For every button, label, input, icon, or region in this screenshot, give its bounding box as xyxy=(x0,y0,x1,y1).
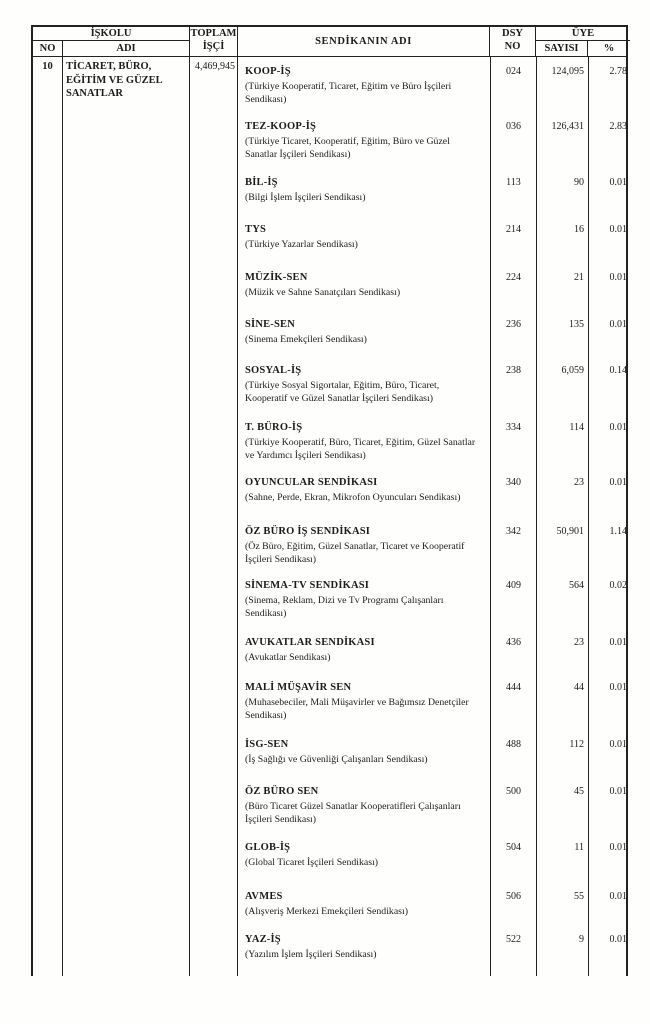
union-member-percent: 2.83 xyxy=(588,117,631,173)
union-member-count: 564 xyxy=(536,576,588,633)
union-description: (Muhasebeciler, Mali Müşavirler ve Bağımsız Denetçiler Sendikası) xyxy=(245,697,469,721)
union-description: (Sinema Emekçileri Sendikası) xyxy=(245,334,367,345)
union-name-cell xyxy=(238,418,490,473)
union-member-percent: 0.01 xyxy=(588,633,631,678)
union-member-count: 23 xyxy=(536,633,588,678)
union-member-count: 44 xyxy=(536,678,588,735)
union-name-cell xyxy=(238,930,490,976)
union-name: MALİ MÜŞAVİR SEN xyxy=(245,682,352,693)
union-description: (Sahne, Perde, Ekran, Mikrofon Oyuncuları Sendikası) xyxy=(245,492,461,503)
union-description: (Büro Ticaret Güzel Sanatlar Kooperatifleri Çalışanları İşçileri Sendikası) xyxy=(245,801,461,825)
union-member-percent: 0.01 xyxy=(588,473,631,522)
union-dsy-no: 409 xyxy=(490,576,536,633)
union-description: (Bilgi İşlem İşçileri Sendikası) xyxy=(245,192,366,203)
union-member-count: 90 xyxy=(536,173,588,220)
union-member-count: 135 xyxy=(536,315,588,361)
union-dsy-no: 342 xyxy=(490,522,536,576)
union-name-cell xyxy=(238,57,490,117)
union-name-cell xyxy=(238,522,490,576)
union-name-cell xyxy=(238,735,490,782)
union-description: (Alışveriş Merkezi Emekçileri Sendikası) xyxy=(245,906,408,917)
header-dsy-line1: DSY xyxy=(501,28,523,39)
union-description: (Öz Büro, Eğitim, Güzel Sanatlar, Ticaret ve Kooperatif İşçileri Sendikası) xyxy=(245,541,465,565)
union-dsy-no: 488 xyxy=(490,735,536,782)
union-dsy-no: 506 xyxy=(490,887,536,930)
union-member-percent: 0.01 xyxy=(588,678,631,735)
header-no: NO xyxy=(39,43,56,54)
union-member-percent: 0.01 xyxy=(588,930,631,976)
header-sayisi: SAYISI xyxy=(535,41,587,56)
union-dsy-no: 238 xyxy=(490,361,536,418)
union-membership-table xyxy=(31,25,628,976)
union-member-percent: 0.01 xyxy=(588,315,631,361)
union-name-cell xyxy=(238,887,490,930)
union-member-percent: 0.01 xyxy=(588,220,631,268)
union-name: İSG-SEN xyxy=(245,739,289,750)
union-name-cell xyxy=(238,361,490,418)
union-member-count: 124,095 xyxy=(536,57,588,117)
union-name: GLOB-İŞ xyxy=(245,842,291,853)
union-member-count: 23 xyxy=(536,473,588,522)
union-dsy-no: 036 xyxy=(490,117,536,173)
union-member-percent: 0.01 xyxy=(588,173,631,220)
union-dsy-no: 500 xyxy=(490,782,536,838)
union-name: ÖZ BÜRO İŞ SENDİKASI xyxy=(245,526,371,537)
union-dsy-no: 522 xyxy=(490,930,536,976)
union-name: BİL-İŞ xyxy=(245,177,278,188)
union-dsy-no: 334 xyxy=(490,418,536,473)
union-member-percent: 2.78 xyxy=(588,57,631,117)
union-name: SİNE-SEN xyxy=(245,319,296,330)
union-member-count: 16 xyxy=(536,220,588,268)
union-dsy-no: 214 xyxy=(490,220,536,268)
union-member-count: 11 xyxy=(536,838,588,887)
union-member-percent: 0.01 xyxy=(588,735,631,782)
union-name: KOOP-İŞ xyxy=(245,66,291,77)
union-name-cell xyxy=(238,838,490,887)
union-member-count: 9 xyxy=(536,930,588,976)
union-name-cell xyxy=(238,117,490,173)
union-dsy-no: 236 xyxy=(490,315,536,361)
union-description: (Türkiye Kooperatif, Ticaret, Eğitim ve Büro İşçileri Sendikası) xyxy=(245,81,452,105)
table-body xyxy=(33,57,626,976)
union-name: MÜZİK-SEN xyxy=(245,272,308,283)
union-member-count: 6,059 xyxy=(536,361,588,418)
header-percent: % xyxy=(587,41,630,56)
header-sendikanin-adi: SENDİKANIN ADI xyxy=(237,27,489,56)
union-list xyxy=(237,57,630,976)
union-member-percent: 0.01 xyxy=(588,418,631,473)
union-name-cell xyxy=(238,473,490,522)
header-adi: ADI xyxy=(62,41,189,56)
union-name: TYS xyxy=(245,224,267,235)
union-name: YAZ-İŞ xyxy=(245,934,281,945)
union-member-count: 50,901 xyxy=(536,522,588,576)
union-dsy-no: 436 xyxy=(490,633,536,678)
union-name-cell xyxy=(238,220,490,268)
union-dsy-no: 504 xyxy=(490,838,536,887)
union-description: (Türkiye Yazarlar Sendikası) xyxy=(245,239,358,250)
union-member-percent: 0.01 xyxy=(588,887,631,930)
union-name-cell xyxy=(238,268,490,315)
union-dsy-no: 224 xyxy=(490,268,536,315)
union-dsy-no: 444 xyxy=(490,678,536,735)
union-member-percent: 0.02 xyxy=(588,576,631,633)
union-member-count: 114 xyxy=(536,418,588,473)
union-name: AVMES xyxy=(245,891,283,902)
union-name-cell xyxy=(238,315,490,361)
union-name-cell xyxy=(238,633,490,678)
union-description: (Türkiye Sosyal Sigortalar, Eğitim, Büro, Ticaret, Kooperatif ve Güzel Sanatlar İşçileri Sendikası) xyxy=(245,380,440,404)
header-uye: ÜYE xyxy=(535,27,630,41)
union-name-cell xyxy=(238,173,490,220)
union-name-cell xyxy=(238,576,490,633)
header-toplam-isci xyxy=(189,27,237,56)
union-description: (Global Ticaret İşçileri Sendikası) xyxy=(245,857,379,868)
union-member-percent: 0.01 xyxy=(588,268,631,315)
union-description: (İş Sağlığı ve Güvenliği Çalışanları Sendikası) xyxy=(245,754,428,765)
union-member-count: 55 xyxy=(536,887,588,930)
union-member-percent: 0.01 xyxy=(588,782,631,838)
union-dsy-no: 113 xyxy=(490,173,536,220)
union-member-percent: 1.14 xyxy=(588,522,631,576)
union-name: SİNEMA-TV SENDİKASI xyxy=(245,580,370,591)
branch-no: 10 xyxy=(42,61,53,72)
union-name-cell xyxy=(238,678,490,735)
union-dsy-no: 024 xyxy=(490,57,536,117)
union-name: OYUNCULAR SENDİKASI xyxy=(245,477,378,488)
union-member-percent: 0.01 xyxy=(588,838,631,887)
union-name: SOSYAL-İŞ xyxy=(245,365,302,376)
union-member-percent: 0.14 xyxy=(588,361,631,418)
union-description: (Sinema, Reklam, Dizi ve Tv Programı Çalışanları Sendikası) xyxy=(245,595,444,619)
union-member-count: 112 xyxy=(536,735,588,782)
union-member-count: 45 xyxy=(536,782,588,838)
union-member-count: 126,431 xyxy=(536,117,588,173)
header-iskolu: İŞKOLU xyxy=(33,27,189,41)
table-header xyxy=(33,27,626,57)
union-name: TEZ-KOOP-İŞ xyxy=(245,121,317,132)
header-toplam-line1: TOPLAM xyxy=(190,28,237,39)
union-description: (Müzik ve Sahne Sanatçıları Sendikası) xyxy=(245,287,401,298)
union-description: (Türkiye Ticaret, Kooperatif, Eğitim, Büro ve Güzel Sanatlar İşçileri Sendikası) xyxy=(245,136,450,160)
union-member-count: 21 xyxy=(536,268,588,315)
union-description: (Türkiye Kooperatif, Büro, Ticaret, Eğitim, Güzel Sanatlar ve Yardımcı İşçileri Sendikası) xyxy=(245,437,476,461)
union-name: AVUKATLAR SENDİKASI xyxy=(245,637,375,648)
union-dsy-no: 340 xyxy=(490,473,536,522)
branch-name: TİCARET, BÜRO, EĞİTİM VE GÜZEL SANATLAR xyxy=(62,57,189,976)
union-description: (Avukatlar Sendikası) xyxy=(245,652,331,663)
union-name-cell xyxy=(238,782,490,838)
header-dsy-line2: NO xyxy=(504,41,521,52)
header-dsy-no xyxy=(489,27,535,56)
union-name: T. BÜRO-İŞ xyxy=(245,422,303,433)
union-name: ÖZ BÜRO SEN xyxy=(245,786,319,797)
union-description: (Yazılım İşlem İşçileri Sendikası) xyxy=(245,949,377,960)
header-toplam-line2: İŞÇİ xyxy=(202,41,225,52)
branch-total-workers: 4,469,945 xyxy=(189,57,237,976)
